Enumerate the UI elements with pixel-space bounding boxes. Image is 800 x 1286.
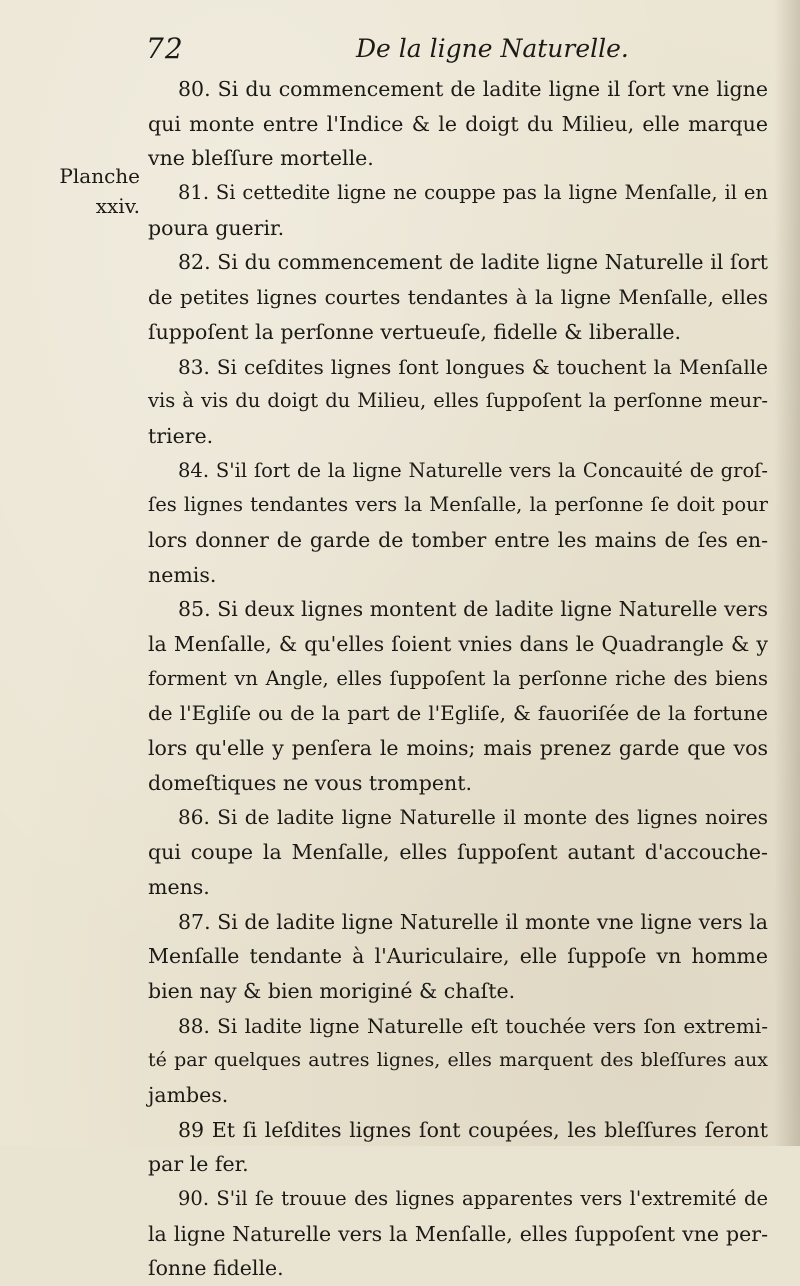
running-header bbox=[146, 32, 766, 72]
text-line: ſonne fidelle. bbox=[148, 1256, 284, 1281]
text-line: ſes lignes tendantes vers la Menſalle, la perſonne ſe doit pour bbox=[148, 493, 768, 517]
text-line: nemis. bbox=[148, 562, 217, 587]
text-line: 83. Si ceſdites lignes ſont longues & touchent la Menſalle bbox=[178, 354, 768, 379]
margin-note-planche: Planche bbox=[59, 164, 140, 188]
running-title: De la ligne Naturelle. bbox=[356, 34, 629, 63]
text-line: Menſalle tendante à l'Auriculaire, elle ſuppoſe vn homme bbox=[148, 944, 768, 969]
text-line: qui monte entre l'Indice & le doigt du Milieu, elle marque bbox=[148, 111, 768, 136]
text-line: ſuppoſent la perſonne vertueuſe, fidelle & liberalle. bbox=[148, 319, 682, 344]
page-number: 72 bbox=[146, 32, 184, 65]
text-line: qui coupe la Menſalle, elles ſuppoſent autant d'accouche- bbox=[148, 840, 768, 865]
text-line: la ligne Naturelle vers la Menſalle, elles ſuppoſent vne per- bbox=[148, 1221, 768, 1246]
text-line: par le fer. bbox=[148, 1152, 249, 1177]
text-line: 85. Si deux lignes montent de ladite ligne Naturelle vers bbox=[178, 597, 768, 622]
text-line: bien nay & bien moriginé & chaſte. bbox=[148, 978, 516, 1003]
text-line: 86. Si de ladite ligne Naturelle il monte des lignes noires bbox=[178, 805, 768, 830]
text-line: triere. bbox=[148, 423, 214, 448]
text-line: 90. S'il ſe trouue des lignes apparentes vers l'extremité de bbox=[178, 1187, 768, 1210]
text-line: domeſtiques ne vous trompent. bbox=[148, 770, 472, 795]
text-line: 87. Si de ladite ligne Naturelle il monte vne ligne vers la bbox=[178, 909, 768, 934]
text-line: mens. bbox=[148, 874, 210, 899]
text-line: 88. Si ladite ligne Naturelle eſt touchée vers ſon extremi- bbox=[178, 1013, 768, 1038]
text-line: lors qu'elle y penſera le moins; mais prenez garde que vos bbox=[148, 736, 768, 761]
text-line: 80. Si du commencement de ladite ligne il ſort vne ligne bbox=[178, 77, 768, 101]
text-line: jambes. bbox=[148, 1082, 229, 1107]
text-line: vne bleſſure mortelle. bbox=[148, 146, 374, 171]
text-line: 84. S'il ſort de la ligne Naturelle vers la Concauité de groſ- bbox=[178, 458, 768, 482]
text-line: la Menſalle, & qu'elles ſoient vnies dans le Quadrangle & y bbox=[148, 632, 768, 656]
text-line: 81. Si cettedite ligne ne couppe pas la ligne Menſalle, il en bbox=[178, 181, 768, 205]
text-line: poura guerir. bbox=[148, 215, 285, 240]
text-line: lors donner de garde de tomber entre les mains de ſes en- bbox=[148, 527, 768, 552]
text-line: de l'Egliſe ou de la part de l'Egliſe, & fauoriſée de la fortune bbox=[148, 701, 768, 726]
text-line: 89 Et ſi leſdites lignes ſont coupées, les bleſſures ſeront bbox=[178, 1117, 768, 1142]
text-line: vis à vis du doigt du Milieu, elles ſuppoſent la perſonne meur- bbox=[148, 389, 768, 413]
text-line: 82. Si du commencement de ladite ligne Naturelle il ſort bbox=[178, 250, 768, 275]
margin-note-number: xxiv. bbox=[95, 194, 140, 218]
page-gutter-shadow bbox=[774, 0, 800, 1146]
text-line: de petites lignes courtes tendantes à la ligne Menſalle, elles bbox=[148, 285, 768, 310]
text-line: forment vn Angle, elles ſuppoſent la perſonne riche des biens bbox=[148, 666, 768, 690]
body-text bbox=[148, 72, 768, 1286]
text-line: té par quelques autres lignes, elles marquent des bleſſures aux bbox=[148, 1049, 768, 1072]
